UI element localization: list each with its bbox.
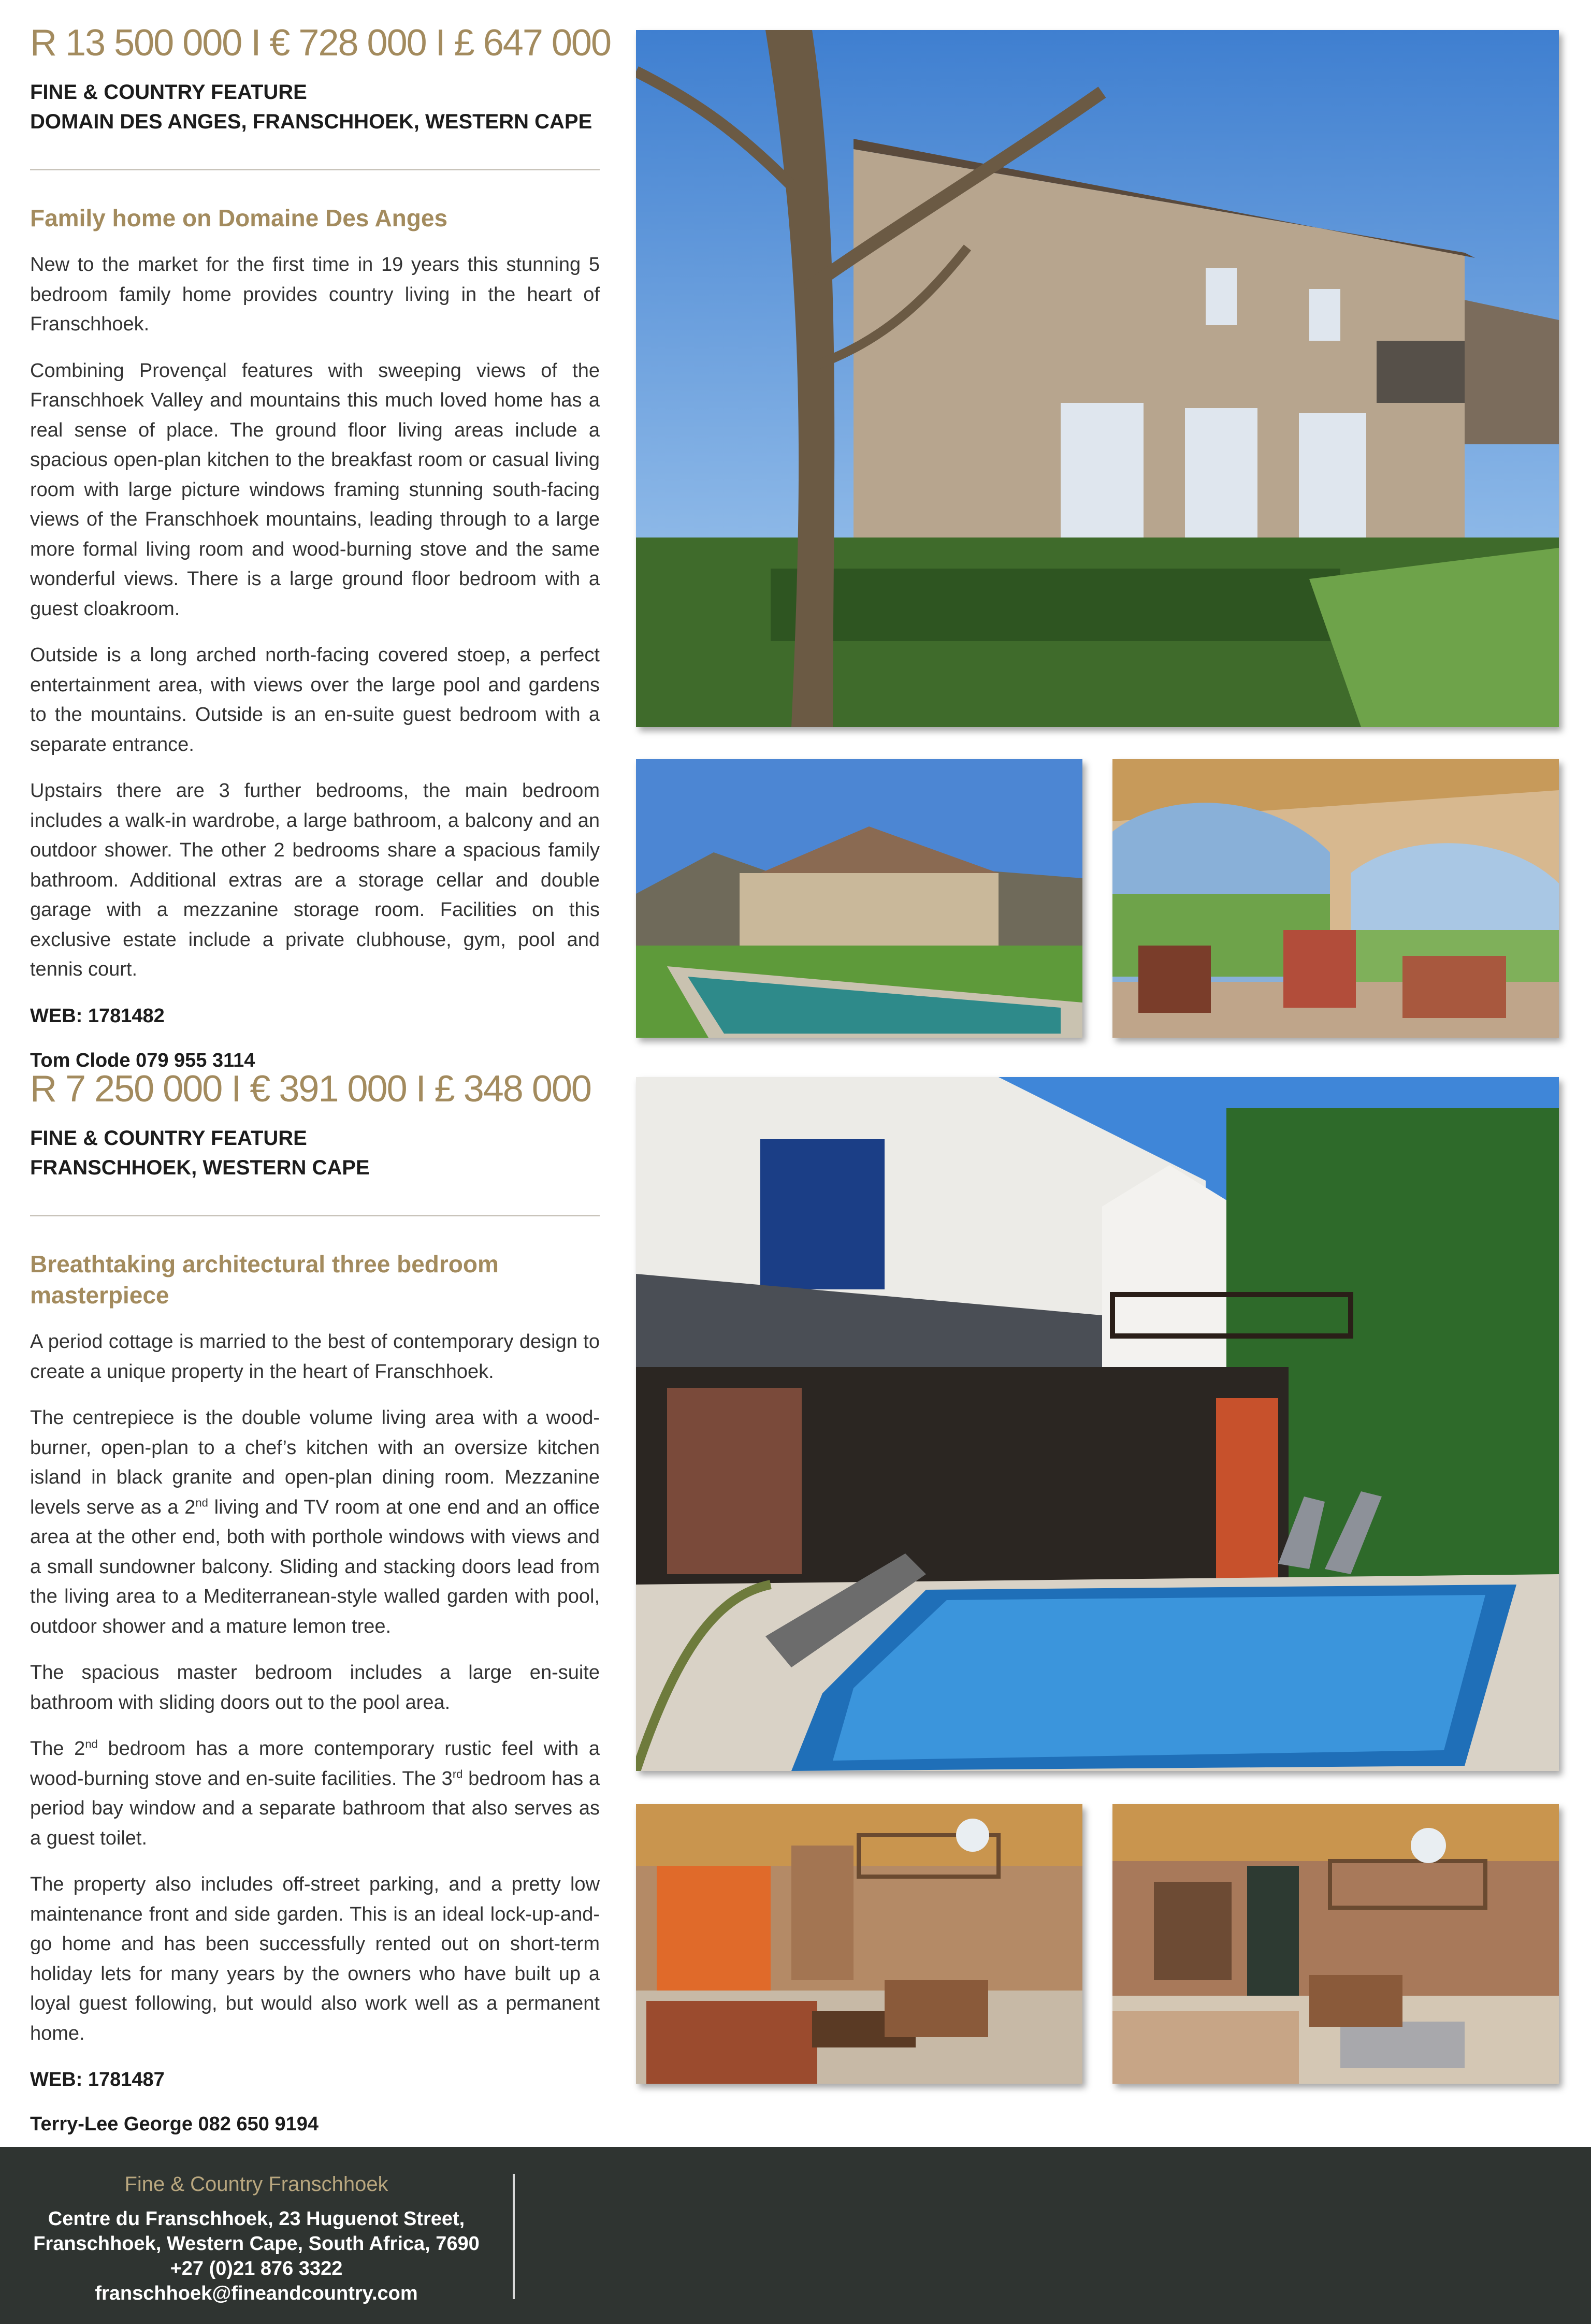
listing-2-paragraph <box>30 1403 600 1642</box>
divider <box>30 1215 600 1216</box>
office-name: Fine & Country Franschhoek <box>124 2173 388 2196</box>
listing-1-feature-label: FINE & COUNTRY FEATURE <box>30 81 307 104</box>
superscript: nd <box>85 1737 98 1751</box>
listing-2-price: R 7 250 000 I € 391 000 I £ 348 000 <box>30 1068 591 1110</box>
listing-1-agent: Tom Clode 079 955 3114 <box>30 1049 255 1071</box>
divider <box>30 169 600 170</box>
listing-1-paragraph: New to the market for the first time in 19 years this stunning 5 bedroom family home provides country living in the heart of Franschhoek. <box>30 254 600 335</box>
listing-1-text <box>30 20 611 1074</box>
listing-1-paragraph: Combining Provençal features with sweeping views of the Franschhoek Valley and mountains this much loved home has a real sense of place. The ground floor living areas include a spacious open-plan kitchen to the breakfast room or casual living room with large picture windows framing stunning south-facing views of the Franschhoek mountains, leading through to a large more formal living room and wood-burning stove and the same wonderful views. There is a large ground floor bedroom with a guest cloakroom. <box>30 359 600 620</box>
text-run: The 2 <box>30 1738 85 1760</box>
listing-1-stoep-photo <box>1112 759 1559 1038</box>
footer-divider <box>513 2174 515 2299</box>
office-phone: +27 (0)21 876 3322 <box>170 2258 343 2279</box>
listing-2-paragraph: The property also includes off-street parking, and a pretty low maintenance front and side garden. This is an ideal lock-up-and-go home and has been successfully rented out on short-term holiday lets for many years by the owners who have built up a loyal guest following, but would also work well as a permanent home. <box>30 1873 600 2044</box>
listing-2-paragraph: A period cottage is married to the best of contemporary design to create a unique property in the heart of Franschhoek. <box>30 1331 600 1383</box>
listing-2-location: FRANSCHHOEK, WESTERN CAPE <box>30 1156 370 1179</box>
listing-2-text <box>30 1066 600 2138</box>
listing-1-main-photo <box>636 30 1559 727</box>
listing-1-headline: Family home on Domaine Des Anges <box>30 205 448 231</box>
listing-2-main-photo <box>636 1077 1559 1771</box>
listing-2-paragraph <box>30 1734 600 1853</box>
text-run: bedroom has a more contemporary rustic feel with a wood-burning stove and en-suite facilities. The 3 <box>30 1738 600 1790</box>
listing-2-living-photo-2 <box>1112 1804 1559 2084</box>
listing-1-paragraph: Upstairs there are 3 further bedrooms, the main bedroom includes a walk-in wardrobe, a large bathroom, a balcony and an outdoor shower. The other 2 bedrooms share a spacious family bathroom. Additional extras are a storage cellar and double garage with a mezzanine storage room. Facilities on this exclusive estate include a private clubhouse, gym, pool and tennis court. <box>30 780 600 980</box>
listing-2-feature-label: FINE & COUNTRY FEATURE <box>30 1127 307 1150</box>
listing-2-paragraph: The spacious master bedroom includes a large en-suite bathroom with sliding doors out to the pool area. <box>30 1662 600 1713</box>
superscript: nd <box>195 1495 208 1509</box>
listing-2-web-ref: WEB: 1781487 <box>30 2069 165 2090</box>
listing-2-living-photo-1 <box>636 1804 1082 2084</box>
listing-1-paragraph: Outside is a long arched north-facing covered stoep, a perfect entertainment area, with views over the large pool and gardens to the mountains. Outside is an en-suite guest bedroom with a separate entrance. <box>30 644 600 756</box>
office-footer <box>0 2147 1591 2324</box>
listing-1-pool-photo <box>636 759 1082 1038</box>
text-run: living and TV room at one end and an office area at the other end, both with porthole windows with views and a small sundowner balcony. Sliding and stacking doors lead from the living area to a Mediterranean-style walled garden with pool, outdoor shower and a mature lemon tree. <box>30 1496 600 1637</box>
listing-2-feature <box>30 1124 600 1183</box>
text-run: bedroom has a period bay window and a separate bathroom that also serves as a guest toilet. <box>30 1767 600 1849</box>
superscript: rd <box>452 1767 463 1780</box>
office-address-line-2: Franschhoek, Western Cape, South Africa, 7690 <box>33 2233 480 2255</box>
listing-2-headline: Breathtaking architectural three bedroom masterpiece <box>30 1251 499 1309</box>
listing-1-price: R 13 500 000 I € 728 000 I £ 647 000 <box>30 22 611 64</box>
listing-1-feature <box>30 78 600 137</box>
text-run: The centrepiece is the double volume living area with a wood-burner, open-plan to a chef’s kitchen with an oversize kitchen island in black granite and open-plan dining room. Mezzanine levels serve as a 2 <box>30 1407 600 1518</box>
office-address-line-1: Centre du Franschhoek, 23 Huguenot Street, <box>48 2208 465 2230</box>
listing-1-location: DOMAIN DES ANGES, FRANSCHHOEK, WESTERN CAPE <box>30 110 592 133</box>
listing-2-agent: Terry-Lee George 082 650 9194 <box>30 2113 319 2135</box>
listing-1-web-ref: WEB: 1781482 <box>30 1005 165 1027</box>
office-email: franschhoek@fineandcountry.com <box>95 2283 418 2304</box>
